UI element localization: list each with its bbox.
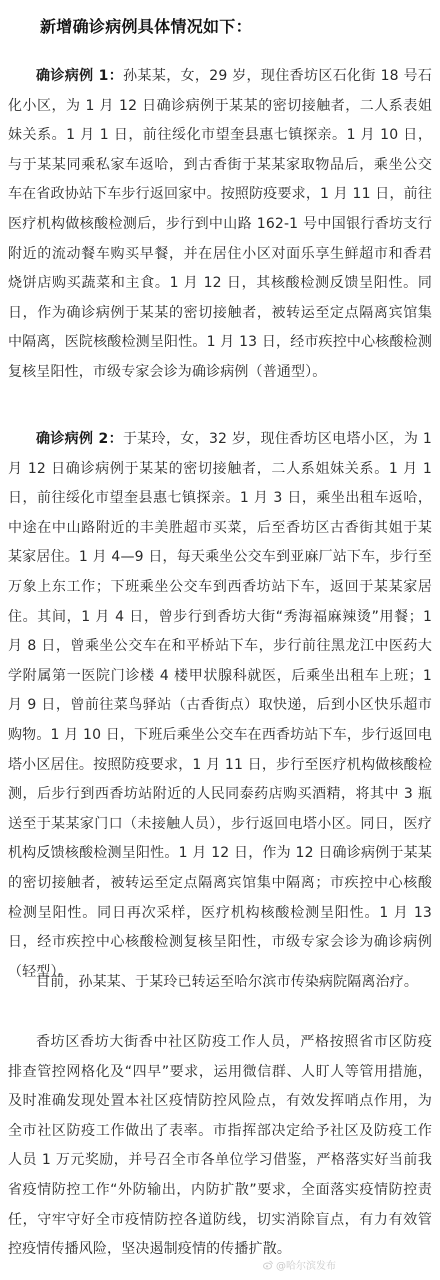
case-1-paragraph — [8, 62, 432, 388]
case-2-paragraph — [8, 425, 432, 987]
case-1-label: 确诊病例 1： — [36, 68, 124, 84]
source-watermark — [263, 1257, 336, 1272]
watermark-text: @哈尔滨发布 — [276, 1261, 336, 1272]
case-1-text: 孙某某，女，29 岁，现住香坊区石化街 18 号石化小区，为 1 月 12 日确诊病例于某某的密切接触者，二人系表姐妹关系。1 月 1 日，前往绥化市望奎县惠七镇探亲。1 月 10 日，与于某某同乘私家车返哈，到古香街于某某家取物品后，乘坐公交车在省政协站下车步行返回家中。按照防疫要求，1 月 11 日，前往医疗机构做核酸检测后，步行到中山路 162-1 号中国银行香坊支行附近的流动餐车购买早餐，并在居住小区对面乐享生鲜超市和香君烧饼店购买蔬菜和主食。1 月 12 日，其核酸检测反馈呈阳性。同日，作为确诊病例于某某的密切接触者，被转运至定点隔离宾馆集中隔离，医院核酸检测呈阳性。1 月 13 日，经市疾控中心核酸检测复核呈阳性，市级专家会诊为确诊病例（普通型）。 — [8, 68, 432, 380]
case-2-text: 于某玲，女，32 岁，现住香坊区电塔小区，为 1 月 12 日确诊病例于某某的密切接触者，二人系姐妹关系。1 月 1 日，前往绥化市望奎县惠七镇探亲。1 月 3 日，乘坐出租车返哈，中途在中山路附近的丰美胜超市买菜，后至香坊区古香街其姐于某某家居住。1 月 4—9 日，每天乘坐公交车到亚麻厂站下车，步行至万象上东工作；下班乘坐公交车到西香坊站下车，返回于某某家居住。其间，1 月 4 日，曾步行到香坊大街“秀海福麻辣烫”用餐；1 月 8 日，曾乘坐公交车在和平桥站下车，步行前往黑龙江中医药大学附属第一医院门诊楼 4 楼甲状腺科就医，后乘坐出租车上班；1 月 9 日，曾前往菜鸟驿站（古香街点）取快递，后到小区快乐超市购物。1 月 10 日，下班后乘坐公交车在西香坊站下车，步行返回电塔小区居住。按照防疫要求，1 月 11 日，步行至医疗机构做核酸检测，后步行到西香坊站附近的人民同泰药店购买酒精，将其中 3 瓶送至于某某家门口（未接触人员），步行返回电塔小区。同日，医疗机构反馈核酸检测呈阳性。1 月 12 日，作为 12 日确诊病例于某某的密切接触者，被转运至定点隔离宾馆集中隔离；市疾控中心核酸检测呈阳性。同日再次采样，医疗机构核酸检测呈阳性。1 月 13 日，经市疾控中心核酸检测复核呈阳性，市级专家会诊为确诊病例（轻型）。 — [8, 431, 432, 980]
commendation-paragraph: 香坊区香坊大街香中社区防疫工作人员，严格按照省市区防疫排查管控网格化及“四早”要求，运用微信群、人盯人等管用措施，及时准确发现处置本社区疫情防控风险点，有效发挥哨点作用，为全市社区防疫工作做出了表率。市指挥部决定给予社区及防疫工作人员 1 万元奖励，并号召全市各单位学习借鉴，严格落实好当前我省疫情防控工作“外防输出，内防扩散”要求，全面落实疫情防控责任，守牢守好全市疫情防控各道防线，切实消除盲点，有力有效管控疫情传播风险，坚决遏制疫情的传播扩散。 — [8, 1034, 432, 1258]
case-2-label: 确诊病例 2： — [36, 431, 123, 447]
section-heading: 新增确诊病例具体情况如下： — [40, 17, 252, 36]
treatment-status-paragraph: 目前，孙某某、于某玲已转运至哈尔滨市传染病院隔离治疗。 — [36, 974, 419, 990]
weibo-logo-icon — [263, 1260, 273, 1270]
